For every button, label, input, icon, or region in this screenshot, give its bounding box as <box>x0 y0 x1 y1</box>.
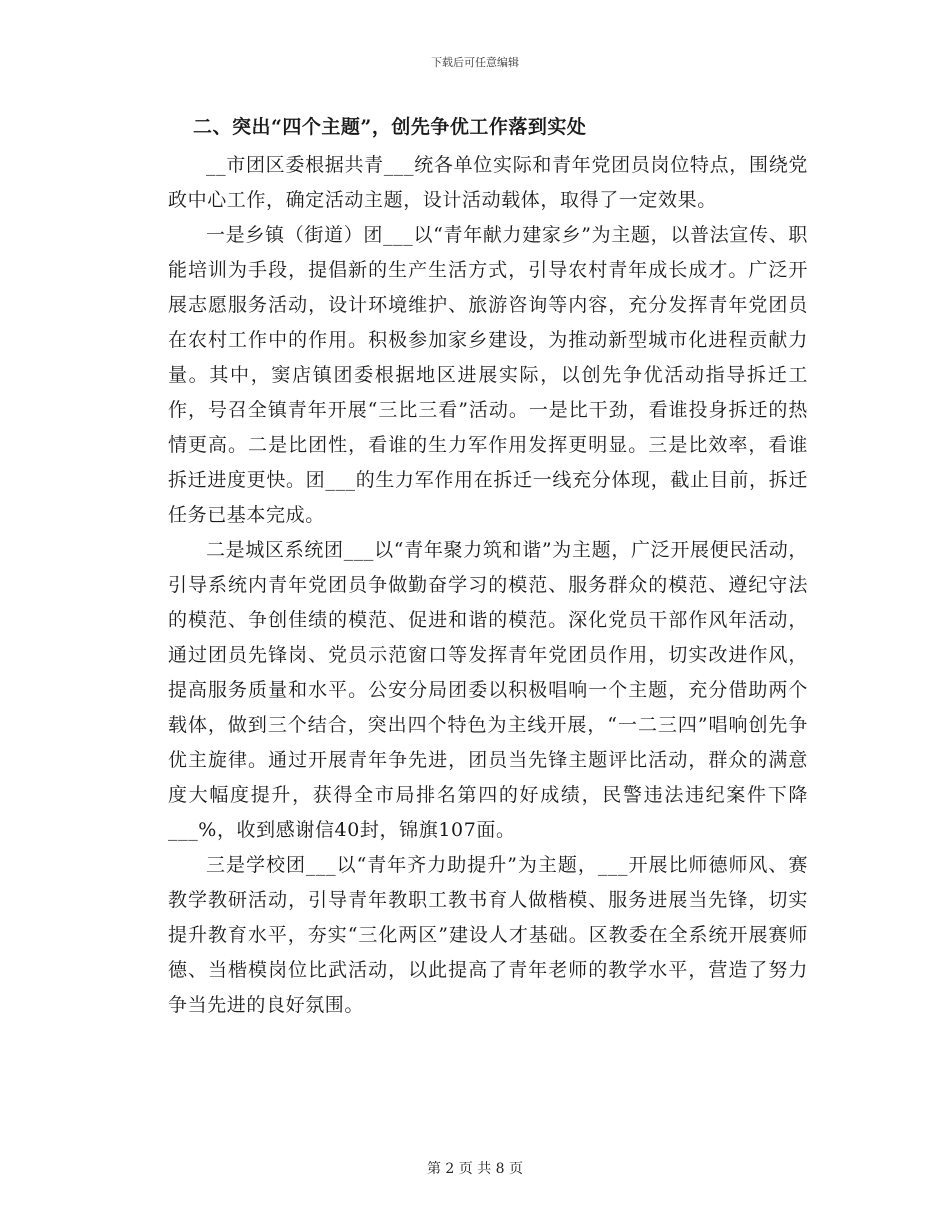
document-body <box>168 108 808 1023</box>
paragraph-urban-system: 二是城区系统团___以“青年聚力筑和谐”为主题，广泛开展便民活动，引导系统内青年党团员争做勤奋学习的模范、服务群众的模范、遵纪守法的模范、争创佳绩的模范、促进和谐的模范。深化党员干部作风年活动，通过团员先锋岗、党员示范窗口等发挥青年党团员作用，切实改进作风，提高服务质量和水平。公安分局团委以积极唱响一个主题，充分借助两个载体，做到三个结合，突出四个特色为主线开展，“一二三四”唱响创先争优主旋律。通过开展青年争先进，团员当先锋主题评比活动，群众的满意度大幅度提升，获得全市局排名第四的好成绩，民警违法违纪案件下降___%，收到感谢信40封，锦旗107面。 <box>168 539 808 841</box>
section-heading: 二、突出“四个主题”，创先争优工作落到实处 <box>193 116 587 138</box>
paragraph-township: 一是乡镇（街道）团___以“青年献力建家乡”为主题，以普法宣传、职能培训为手段，提倡新的生产生活方式，引导农村青年成长成才。广泛开展志愿服务活动，设计环境维护、旅游咨询等内容，充分发挥青年党团员在农村工作中的作用。积极参加家乡建设，为推动新型城市化进程贡献力量。其中，窦店镇团委根据地区进展实际，以创先争优活动指导拆迁工作，号召全镇青年开展“三比三看”活动。一是比干劲，看谁投身拆迁的热情更高。二是比团性，看谁的生力军作用发挥更明显。三是比效率，看谁拆迁进度更快。团___的生力军作用在拆迁一线充分体现，截止目前，拆迁任务已基本完成。 <box>168 224 808 526</box>
paragraph-school: 三是学校团___以“青年齐力助提升”为主题，___开展比师德师风、赛教学教研活动，引导青年教职工教书育人做楷模、服务进展当先锋，切实提升教育水平，夯实“三化两区”建设人才基础。区教委在全系统开展赛师德、当楷模岗位比武活动，以此提高了青年老师的教学水平，营造了努力争当先进的良好氛围。 <box>168 854 808 1016</box>
page-number: 第 2 页 共 8 页 <box>426 1161 524 1177</box>
page-header-note: 下载后可任意编辑 <box>431 56 519 69</box>
paragraph-intro: __市团区委根据共青___统各单位实际和青年党团员岗位特点，围绕党政中心工作，确定活动主题，设计活动载体，取得了一定效果。 <box>168 154 808 211</box>
